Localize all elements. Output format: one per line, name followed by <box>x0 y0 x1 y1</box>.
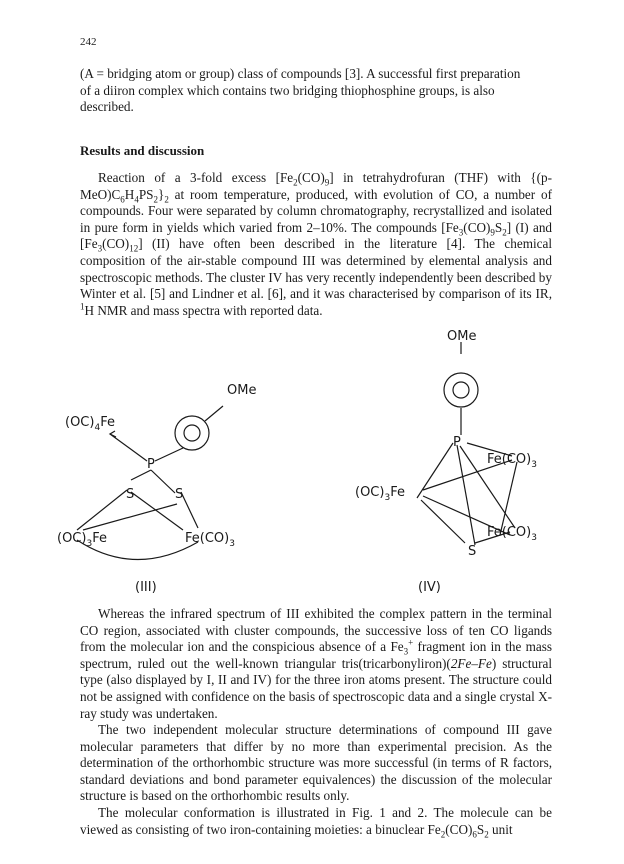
left-fe-co3-label: $(OC)_3^{Fe}$ <box>57 531 107 549</box>
paragraph-structure-determination: The two independent molecular structure determinations of compound III gave molecular parameters that differ by no more than experimental precision. As the determination of the orthorhombic structure was more successful (in terms of R factors, standard deviations and bond parameter equivalences) the discussion of the molecular structure is based on the orthorhombic results only. <box>80 722 552 804</box>
structure-drawing <box>55 330 575 600</box>
left-s-atom-2: S <box>175 487 184 502</box>
left-s-atom-1: S <box>126 487 135 502</box>
paragraph-molecular-conformation: The molecular conformation is illustrated in Fig. 1 and 2. The molecule can be viewed as consisting of two iron-containing moieties: a binuclear $Fe_2(CO)_6S_2$ unit <box>80 805 552 840</box>
compound-iii-label: (III) <box>135 580 157 595</box>
left-fe-co3-right-label: $Fe(CO)_3$ <box>185 531 235 549</box>
right-ome-label: OMe <box>447 330 477 344</box>
paragraph-infrared: Whereas the infrared spectrum of III exhibited the complex pattern in the terminal CO region, associated with cluster compounds, the successive loss of ten CO ligands from the molecular ion and the conspicious absence of a $Fe_3^+$ fragment ion in the mass spectrum, ruled out the well-known triangular tris(tricarbonyliron)(2Fe–Fe) structural type (also displayed by I, II and IV) for the three iron atoms present. The structure could not be assigned with confidence on the basis of spectroscopic data and a single crystal X-ray study was undertaken. <box>80 606 553 721</box>
left-fe-co4-label: $(OC)_4^{Fe}$ <box>65 415 115 433</box>
section-heading: Results and discussion <box>80 143 205 158</box>
left-ome-label: OMe <box>227 383 257 398</box>
left-p-atom: P <box>147 457 155 472</box>
right-aryl-ring-inner <box>453 382 469 398</box>
paragraph-reaction: Reaction of a 3-fold excess $[Fe_2(CO)_9]$ in tetrahydrofuran (THF) with $\{(p-MeO)C_6H_4PS_2\}_2$ at room temperature, produced, with evolution of CO, a number of compounds. Four were separated by column chromatography, recrystallized and isolated in pure form in yields which varied from 2–10%. The compounds $[Fe_3(CO)_9S_2]$ (I) and $[Fe_3(CO)_{12}]$ (II) have often been described in the literature [4]. The chemical composition of the air-stable compound III was determined by elemental analysis and spectroscopic methods. The cluster IV has very recently independently been described by Winter et al. [5] and Lindner et al. [6], and it was characterised by comparison of its IR, $^1$H NMR and mass spectra with reported data. <box>80 170 553 318</box>
compound-iv-label: (IV) <box>418 580 441 595</box>
intro-line-2: of a diiron complex which contains two bridging thiophosphine groups, is also <box>80 82 495 98</box>
intro-line-3: described. <box>80 99 134 115</box>
intro-paragraph <box>80 66 552 116</box>
right-fe-co3-mid-label: $(OC)_3^{Fe}$ <box>355 485 405 503</box>
left-aryl-ring-inner <box>184 425 200 441</box>
right-p-atom: P <box>453 435 461 450</box>
chemical-structures-figure <box>55 330 575 600</box>
left-aryl-ring <box>175 416 209 450</box>
right-aryl-ring <box>444 373 478 407</box>
page-number: 242 <box>80 36 97 48</box>
right-s-atom: S <box>468 544 477 559</box>
intro-line-1: (A = bridging atom or group) class of compounds [3]. A successful first preparation <box>80 66 521 81</box>
right-fe-co3-top-label: $Fe(CO)_3$ <box>487 452 537 470</box>
right-fe-co3-bottom-label: $Fe(CO)_3$ <box>487 525 537 543</box>
